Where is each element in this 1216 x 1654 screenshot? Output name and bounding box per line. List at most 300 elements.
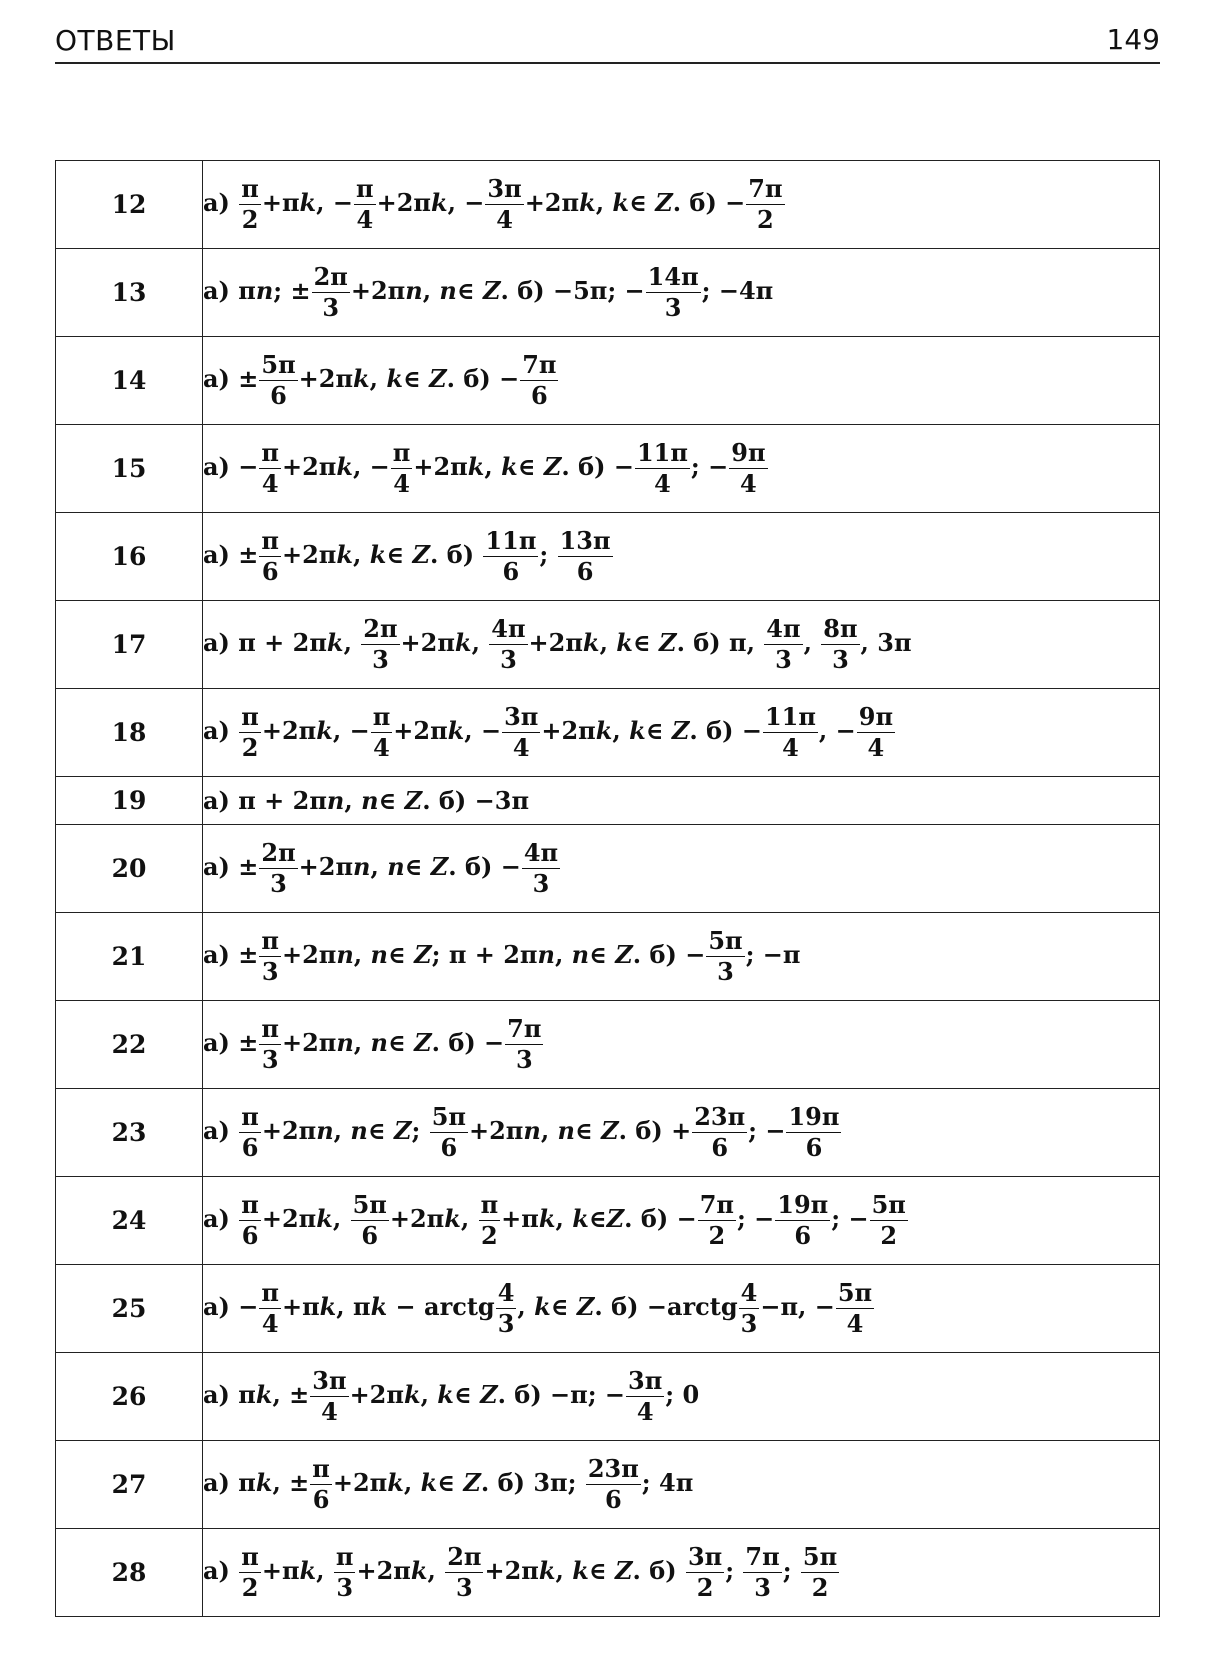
fraction: [857, 702, 895, 762]
fraction-numerator: 9π: [858, 702, 894, 731]
fraction: [259, 1278, 281, 1338]
problem-number: 17: [56, 601, 203, 689]
answer-text: . б) −: [624, 1204, 697, 1233]
math-variable: k: [572, 1556, 589, 1585]
fraction-numerator: 3π: [504, 702, 539, 731]
answer-text: +2π: [281, 540, 337, 569]
answer-text: ∈: [574, 1116, 602, 1145]
math-variable: Z: [414, 940, 432, 969]
answer-text: +2π: [484, 1556, 539, 1585]
math-variable: Z: [606, 1204, 625, 1233]
answer-cell: [203, 1001, 1160, 1089]
fraction: [334, 1542, 356, 1602]
fraction-numerator: π: [356, 174, 374, 203]
answer-cell: [203, 1177, 1160, 1265]
math-variable: k: [582, 628, 600, 657]
problem-number: 18: [56, 689, 203, 777]
table-row: [56, 1441, 1160, 1529]
math-variable: n: [361, 786, 379, 815]
answer-text: . б) −: [446, 364, 520, 393]
fraction-denominator: 3: [261, 957, 279, 986]
fraction: [239, 1190, 261, 1250]
answer-text: ∈: [550, 1292, 577, 1321]
table-row: [56, 161, 1160, 249]
math-variable: k: [316, 716, 333, 745]
math-variable: Z: [614, 1556, 633, 1585]
answer-text: ,: [369, 364, 387, 393]
answer-text: ; −: [831, 1204, 869, 1233]
answer-text: ;: [725, 1556, 743, 1585]
math-variable: Z: [412, 540, 430, 569]
problem-number: 22: [56, 1001, 203, 1089]
problem-number: 20: [56, 825, 203, 913]
answer-text: , −: [818, 716, 856, 745]
answer-text: ,: [599, 628, 617, 657]
answer-text: +2π: [400, 628, 455, 657]
fraction: [391, 438, 413, 498]
fraction-numerator: 14π: [647, 262, 699, 291]
fraction-denominator: 2: [241, 205, 259, 234]
math-variable: k: [387, 1468, 404, 1497]
answer-text: а) −: [203, 452, 259, 481]
fraction-numerator: 5π: [261, 350, 296, 379]
answer-text: ,: [344, 786, 362, 815]
fraction-numerator: 19π: [777, 1190, 829, 1219]
answer-text: ∈: [404, 852, 431, 881]
answer-text: . б) +: [618, 1116, 692, 1145]
problem-number: 13: [56, 249, 203, 337]
fraction-denominator: 3: [497, 1309, 515, 1338]
fraction-denominator: 4: [321, 1397, 338, 1426]
problem-number: 14: [56, 337, 203, 425]
table-row: [56, 337, 1160, 425]
fraction-numerator: 2π: [363, 614, 398, 643]
fraction-denominator: 4: [496, 205, 513, 234]
fraction: [586, 1454, 641, 1514]
answer-cell: [203, 161, 1160, 249]
answer-text: ,: [333, 1116, 351, 1145]
fraction-denominator: 6: [502, 557, 520, 586]
answer-text: ,: [422, 276, 440, 305]
fraction: [259, 926, 281, 986]
fraction: [775, 1190, 830, 1250]
answer-text: ∈: [588, 1556, 615, 1585]
answer-text: ; −π: [745, 940, 801, 969]
fraction-numerator: 5π: [837, 1278, 873, 1307]
answer-text: ,: [352, 540, 370, 569]
fraction-numerator: π: [261, 1278, 279, 1307]
fraction-denominator: 2: [696, 1573, 714, 1602]
fraction: [239, 174, 261, 234]
answer-text: ; ±: [273, 276, 311, 305]
answer-text: ∈: [588, 1204, 607, 1233]
fraction-numerator: π: [241, 1190, 259, 1219]
table-row: [56, 825, 1160, 913]
fraction-numerator: π: [261, 438, 279, 467]
math-variable: Z: [601, 1116, 619, 1145]
answer-text: ;: [539, 540, 557, 569]
answer-text: а) π + 2π: [203, 786, 327, 815]
answer-text: ,: [460, 1204, 478, 1233]
fraction-numerator: π: [392, 438, 411, 467]
answer-text: . б) −5π; −: [500, 276, 645, 305]
answer-text: а) ±: [203, 1028, 259, 1057]
answer-text: ∈: [456, 276, 483, 305]
math-variable: Z: [463, 1468, 481, 1497]
answer-cell: [203, 825, 1160, 913]
fraction-denominator: 2: [811, 1573, 829, 1602]
answer-text: ∈: [629, 188, 656, 217]
math-variable: Z: [655, 188, 673, 217]
fraction-denominator: 4: [512, 733, 530, 762]
fraction: [259, 438, 281, 498]
fraction: [430, 1102, 468, 1162]
math-variable: Z: [615, 940, 633, 969]
math-variable: k: [255, 1468, 273, 1497]
math-variable: k: [369, 540, 387, 569]
answer-text: . б) −π; −: [497, 1380, 626, 1409]
math-variable: k: [410, 1556, 428, 1585]
answer-text: +2π: [261, 716, 317, 745]
math-variable: k: [534, 1292, 551, 1321]
fraction-numerator: π: [241, 1542, 259, 1571]
answer-text: ; −4π: [701, 276, 774, 305]
fraction: [479, 1190, 501, 1250]
answer-text: . б) π,: [676, 628, 764, 657]
answer-text: ,: [484, 452, 502, 481]
fraction: [635, 438, 690, 498]
answer-text: а): [203, 188, 239, 217]
math-variable: k: [437, 1380, 454, 1409]
fraction-denominator: 4: [261, 1309, 279, 1338]
fraction-numerator: 5π: [871, 1190, 906, 1219]
answer-text: . б) −: [431, 1028, 505, 1057]
answer-text: . б) −: [632, 940, 706, 969]
problem-number: 15: [56, 425, 203, 513]
math-variable: k: [420, 1468, 438, 1497]
fraction-numerator: 4: [740, 1278, 758, 1307]
problem-number: 19: [56, 777, 203, 825]
answer-text: ,: [595, 188, 613, 217]
fraction: [558, 526, 613, 586]
answer-text: ,: [353, 940, 371, 969]
math-variable: k: [579, 188, 596, 217]
problem-number: 24: [56, 1177, 203, 1265]
answer-text: а) ±: [203, 364, 259, 393]
answer-cell: [203, 1529, 1160, 1617]
math-variable: Z: [393, 1116, 412, 1145]
table-row: [56, 1265, 1160, 1353]
answer-text: а) ±: [203, 540, 259, 569]
math-variable: k: [538, 1556, 556, 1585]
fraction-denominator: 3: [270, 869, 287, 898]
fraction: [259, 350, 297, 410]
fraction: [239, 1542, 261, 1602]
answer-text: ∈: [589, 940, 616, 969]
fraction: [259, 1014, 281, 1074]
fraction-numerator: 7π: [699, 1190, 734, 1219]
answer-text: ,: [554, 940, 572, 969]
fraction-denominator: 3: [740, 1309, 758, 1338]
answer-text: ; −: [690, 452, 729, 481]
fraction-numerator: 3π: [628, 1366, 663, 1395]
fraction-denominator: 4: [782, 733, 799, 762]
answer-text: − arctg: [387, 1292, 495, 1321]
answer-text: , 3π: [860, 628, 912, 657]
math-variable: k: [629, 716, 646, 745]
answer-text: а): [203, 1556, 239, 1585]
fraction-numerator: π: [241, 702, 259, 731]
fraction-denominator: 3: [775, 645, 792, 674]
answer-text: ,: [343, 628, 361, 657]
fraction: [239, 702, 261, 762]
answer-text: ; 0: [665, 1380, 700, 1409]
math-variable: k: [454, 628, 472, 657]
fraction: [239, 1102, 261, 1162]
fraction-numerator: 7π: [522, 350, 557, 379]
fraction-numerator: π: [335, 1542, 354, 1571]
fraction-numerator: 23π: [587, 1454, 639, 1483]
answer-text: , −: [352, 452, 390, 481]
answer-text: +2π: [332, 1468, 388, 1497]
table-row: [56, 249, 1160, 337]
answer-text: +2π: [393, 716, 448, 745]
fraction: [312, 262, 350, 322]
problem-number: 23: [56, 1089, 203, 1177]
answer-text: ∈: [387, 1028, 415, 1057]
fraction-numerator: 4π: [766, 614, 801, 643]
answer-text: ,: [612, 716, 630, 745]
math-variable: k: [299, 1556, 317, 1585]
fraction-numerator: 5π: [431, 1102, 466, 1131]
math-variable: n: [571, 940, 590, 969]
fraction: [739, 1278, 760, 1338]
math-variable: n: [350, 1116, 368, 1145]
answer-cell: [203, 601, 1160, 689]
fraction-numerator: π: [372, 702, 391, 731]
math-variable: k: [386, 364, 404, 393]
fraction-denominator: 4: [740, 469, 757, 498]
fraction: [259, 838, 297, 898]
fraction-denominator: 4: [654, 469, 671, 498]
answer-cell: [203, 1265, 1160, 1353]
fraction-denominator: 3: [532, 869, 550, 898]
math-variable: Z: [430, 852, 449, 881]
fraction: [371, 702, 393, 762]
answer-text: +2π: [468, 1116, 524, 1145]
answer-text: ,: [555, 1556, 573, 1585]
answer-text: ,: [555, 1204, 573, 1233]
fraction: [485, 174, 523, 234]
answer-text: −π, −: [760, 1292, 835, 1321]
math-variable: n: [255, 276, 274, 305]
answer-text: ,: [316, 1556, 333, 1585]
answer-text: +π: [281, 1292, 320, 1321]
math-variable: n: [353, 852, 371, 881]
math-variable: k: [572, 1204, 589, 1233]
answer-text: . б) 3π;: [480, 1468, 585, 1497]
answer-text: +2π: [281, 452, 337, 481]
answer-text: ∈: [378, 786, 405, 815]
fraction-numerator: 5π: [802, 1542, 838, 1571]
answer-text: ∈: [517, 452, 544, 481]
problem-number: 16: [56, 513, 203, 601]
answer-text: . б) −: [672, 188, 746, 217]
answer-text: ,: [353, 1028, 371, 1057]
math-variable: k: [353, 364, 370, 393]
fraction: [801, 1542, 839, 1602]
math-variable: n: [557, 1116, 575, 1145]
answer-text: +π: [261, 1556, 300, 1585]
math-variable: k: [370, 1292, 388, 1321]
answer-text: +2π: [350, 276, 406, 305]
fraction: [505, 1014, 543, 1074]
answer-text: а) π + 2π: [203, 628, 327, 657]
fraction: [310, 1454, 332, 1514]
fraction: [698, 1190, 736, 1250]
fraction-denominator: 2: [708, 1221, 726, 1250]
answer-text: ∈: [367, 1116, 394, 1145]
fraction-numerator: 7π: [745, 1542, 780, 1571]
answer-text: ∈: [386, 540, 413, 569]
fraction-denominator: 6: [576, 557, 594, 586]
answer-text: ,: [517, 1292, 535, 1321]
fraction: [836, 1278, 874, 1338]
fraction-numerator: 11π: [764, 702, 816, 731]
answer-text: а): [203, 1204, 239, 1233]
table-row: [56, 1001, 1160, 1089]
answer-text: +2π: [281, 940, 337, 969]
fraction-numerator: 23π: [694, 1102, 746, 1131]
math-variable: Z: [671, 716, 690, 745]
fraction-numerator: 3π: [687, 1542, 723, 1571]
fraction-denominator: 6: [361, 1221, 379, 1250]
answer-text: +π: [501, 1204, 539, 1233]
answer-text: , ±: [272, 1468, 310, 1497]
answer-text: . б): [429, 540, 483, 569]
answer-text: , −: [447, 188, 485, 217]
answer-text: ,: [403, 1468, 421, 1497]
fraction-numerator: 3π: [312, 1366, 347, 1395]
fraction-denominator: 2: [757, 205, 774, 234]
table-row: [56, 1529, 1160, 1617]
math-variable: n: [326, 786, 345, 815]
fraction: [692, 1102, 747, 1162]
table-row: [56, 513, 1160, 601]
fraction: [310, 1366, 348, 1426]
answer-text: а) π: [203, 1380, 256, 1409]
fraction-numerator: π: [241, 1102, 259, 1131]
answer-text: ,: [420, 1380, 438, 1409]
fraction: [764, 614, 802, 674]
fraction: [354, 174, 376, 234]
page-header: [55, 20, 1160, 64]
fraction-numerator: 2π: [313, 262, 348, 291]
fraction-denominator: 6: [711, 1133, 729, 1162]
answer-text: ,: [803, 628, 821, 657]
fraction-numerator: π: [261, 1014, 279, 1043]
answer-cell: [203, 1353, 1160, 1441]
fraction-denominator: 6: [261, 557, 279, 586]
math-variable: Z: [429, 364, 447, 393]
math-variable: k: [595, 716, 613, 745]
fraction-denominator: 3: [322, 293, 340, 322]
math-variable: n: [405, 276, 423, 305]
fraction: [483, 526, 538, 586]
answer-cell: [203, 913, 1160, 1001]
math-variable: k: [326, 628, 344, 657]
answer-text: ∈: [387, 940, 415, 969]
answer-text: а) π: [203, 1468, 256, 1497]
fraction-denominator: 3: [372, 645, 389, 674]
math-variable: n: [336, 940, 354, 969]
fraction-numerator: 4π: [491, 614, 526, 643]
fraction-denominator: 3: [717, 957, 734, 986]
fraction: [361, 614, 399, 674]
fraction-numerator: π: [312, 1454, 330, 1483]
problem-number: 12: [56, 161, 203, 249]
math-variable: k: [447, 716, 465, 745]
fraction-denominator: 3: [754, 1573, 771, 1602]
fraction-numerator: 19π: [788, 1102, 840, 1131]
fraction: [502, 702, 540, 762]
fraction-denominator: 2: [241, 733, 259, 762]
math-variable: k: [444, 1204, 461, 1233]
fraction-numerator: 11π: [636, 438, 688, 467]
answer-text: +2π: [376, 188, 431, 217]
answer-text: +2π: [528, 628, 583, 657]
answer-cell: [203, 513, 1160, 601]
math-variable: n: [439, 276, 457, 305]
math-variable: k: [430, 188, 448, 217]
table-row: [56, 777, 1160, 825]
fraction-denominator: 6: [440, 1133, 458, 1162]
fraction: [821, 614, 859, 674]
answer-text: +2π: [541, 716, 596, 745]
fraction-denominator: 6: [241, 1221, 259, 1250]
math-variable: Z: [576, 1292, 595, 1321]
problem-number: 28: [56, 1529, 203, 1617]
answer-text: а) ±: [203, 940, 259, 969]
table-row: [56, 913, 1160, 1001]
math-variable: n: [336, 1028, 354, 1057]
fraction-denominator: 3: [336, 1573, 354, 1602]
answer-text: . б) −: [448, 852, 521, 881]
math-variable: k: [255, 1380, 273, 1409]
fraction-numerator: π: [261, 526, 279, 555]
fraction: [351, 1190, 389, 1250]
table-row: [56, 425, 1160, 513]
math-variable: Z: [414, 1028, 432, 1057]
answer-text: +2π: [261, 1116, 317, 1145]
fraction: [729, 438, 767, 498]
fraction-numerator: 4: [497, 1278, 515, 1307]
fraction-denominator: 4: [867, 733, 885, 762]
fraction: [743, 1542, 781, 1602]
fraction-denominator: 6: [270, 381, 287, 410]
fraction: [445, 1542, 483, 1602]
math-variable: k: [336, 540, 353, 569]
answer-text: ; π + 2π: [431, 940, 538, 969]
fraction-numerator: 2π: [447, 1542, 482, 1571]
fraction-denominator: 4: [356, 205, 374, 234]
fraction-numerator: 7π: [507, 1014, 542, 1043]
fraction-numerator: 11π: [485, 526, 537, 555]
fraction-denominator: 6: [604, 1485, 622, 1514]
answer-text: +π: [261, 188, 300, 217]
answer-cell: [203, 425, 1160, 513]
fraction-denominator: 4: [846, 1309, 864, 1338]
